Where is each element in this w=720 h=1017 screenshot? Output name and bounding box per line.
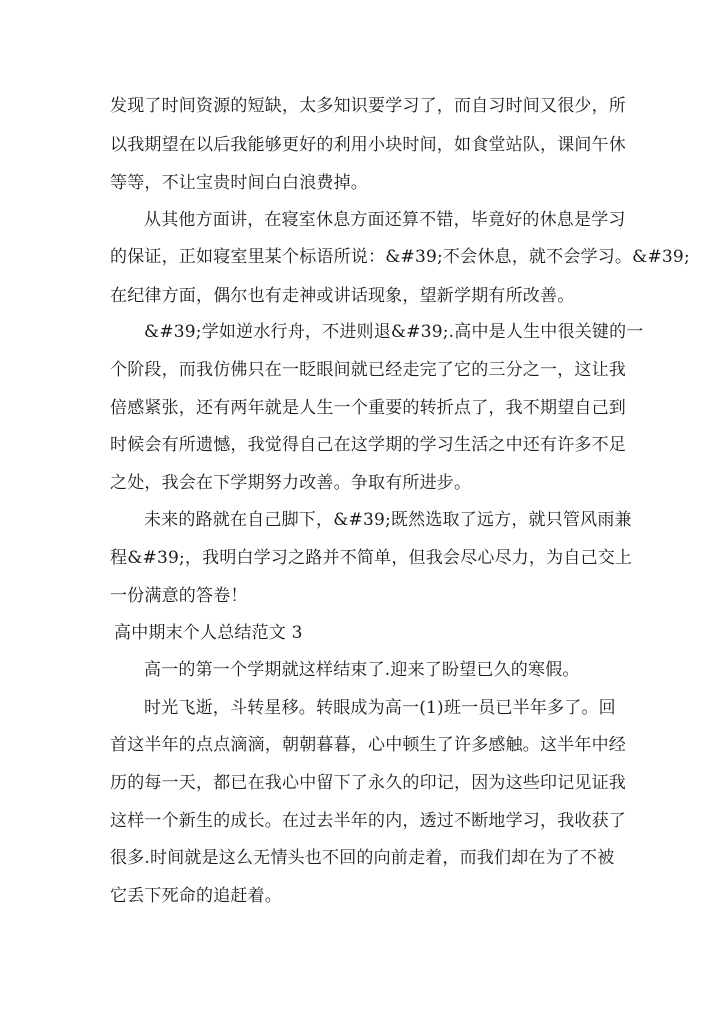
paragraph-line: 个阶段，而我仿佛只在一眨眼间就已经走完了它的三分之一，这让我 <box>110 360 626 380</box>
section-heading: 高中期末个人总结范文 3 <box>114 623 303 643</box>
paragraph-line: 倍感紧张，还有两年就是人生一个重要的转折点了，我不期望自己到 <box>110 398 626 418</box>
paragraph-line: 很多.时间就是这么无情头也不回的向前走着，而我们却在为了不被 <box>110 848 615 868</box>
paragraph-line: 一份满意的答卷！ <box>110 586 248 606</box>
paragraph-line: 它丢下死命的追赶着。 <box>110 886 282 906</box>
paragraph-line: 从其他方面讲，在寝室休息方面还算不错，毕竟好的休息是学习 <box>144 210 626 230</box>
paragraph-line: 时光飞逝，斗转星移。转眼成为高一(1)班一员已半年多了。回 <box>144 698 616 718</box>
paragraph-line: 高一的第一个学期就这样结束了.迎来了盼望已久的寒假。 <box>144 660 580 680</box>
paragraph-line: &#39;学如逆水行舟，不进则退&#39;.高中是人生中很关键的一 <box>144 322 644 342</box>
paragraph-line: 等等，不让宝贵时间白白浪费掉。 <box>110 173 368 193</box>
paragraph-line: 以我期望在以后我能够更好的利用小块时间，如食堂站队，课间午休 <box>110 135 626 155</box>
paragraph-line: 在纪律方面，偶尔也有走神或讲话现象，望新学期有所改善。 <box>110 286 575 306</box>
paragraph-line: 之处，我会在下学期努力改善。争取有所进步。 <box>110 473 472 493</box>
paragraph-line: 未来的路就在自己脚下，&#39;既然选取了远方，就只管风雨兼 <box>144 510 632 530</box>
paragraph-line: 这样一个新生的成长。在过去半年的内，透过不断地学习，我收获了 <box>110 811 626 831</box>
paragraph-line: 历的每一天，都已在我心中留下了永久的印记，因为这些印记见证我 <box>110 773 626 793</box>
paragraph-line: 时候会有所遗憾，我觉得自己在这学期的学习生活之中还有许多不足 <box>110 435 626 455</box>
paragraph-line: 首这半年的点点滴滴，朝朝暮暮，心中顿生了许多感触。这半年中经 <box>110 735 626 755</box>
paragraph-line: 发现了时间资源的短缺，太多知识要学习了，而自习时间又很少，所 <box>110 96 626 116</box>
paragraph-line: 的保证，正如寝室里某个标语所说：&#39;不会休息，就不会学习。&#39; <box>110 247 690 267</box>
paragraph-line: 程&#39;，我明白学习之路并不简单，但我会尽心尽力，为自己交上 <box>110 548 633 568</box>
